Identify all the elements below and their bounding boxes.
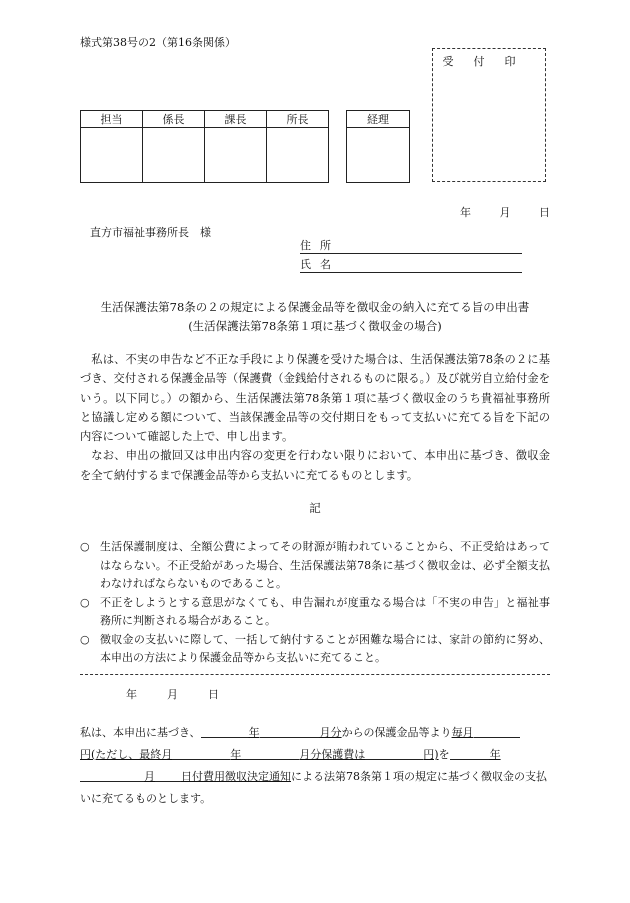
declaration-date[interactable]: [126, 686, 219, 702]
start-month-blank[interactable]: [260, 723, 320, 738]
form-number: 様式第38号の2（第16条関係）: [80, 36, 236, 49]
monthly-amount-blank[interactable]: [474, 723, 520, 738]
addressee: 直方市福祉事務所長 様: [90, 226, 211, 239]
decl-text: 年: [230, 748, 242, 761]
address-label: 住所: [300, 239, 340, 252]
body-paragraph-1: 私は、不実の申告など不正な手段により保護を受けた場合は、生活保護法第78条の２に基づき、交付される保護金品等（保護費（金銭給付されるものに限る。）及び就労自立給付金をいう。以下同じ。）の額から、生活保護法第78条第１項に基づく徴収金のうち貴福祉事務所と協議し定める額について、当該保護金品等の交付期日をもって支払いに充てる旨を下記の内容について確認した上で、申し出ます。: [80, 353, 550, 444]
stamp-cell-kakaricho[interactable]: [143, 128, 205, 183]
stamp-header-kacho: 課長: [205, 111, 267, 128]
date-month-label: 月: [167, 688, 178, 701]
decl-text: 日付費用徴収決定通知: [181, 770, 291, 783]
decl-text: を: [438, 748, 450, 761]
date-month-label: 月: [499, 206, 511, 219]
list-item: [80, 631, 550, 668]
date-year-label: 年: [126, 688, 137, 701]
decl-text: 円(ただし、最終月: [80, 748, 173, 761]
circle-bullet-icon: ○: [80, 540, 90, 553]
confirmation-items: [80, 538, 550, 668]
stamp-header-shocho: 所長: [267, 111, 329, 128]
submission-date[interactable]: [460, 204, 550, 220]
address-field[interactable]: [300, 237, 522, 254]
decl-text: 私は、本申出に基づき、: [80, 726, 201, 739]
start-year-blank[interactable]: [201, 723, 249, 738]
decl-text: 年: [489, 748, 501, 761]
stamp-header-keiri: 経理: [347, 111, 410, 128]
decl-text: 毎月: [451, 726, 474, 739]
body-paragraph-2: なお、申出の撤回又は申出内容の変更を行わない限りにおいて、本申出に基づき、徴収金を全て納付するまで保護金品等から支払いに充てるものとします。: [80, 449, 550, 482]
stamp-header-kakaricho: 係長: [143, 111, 205, 128]
list-item: [80, 594, 550, 631]
item-text: 徴収金の支払いに際して、一括して納付することが困難な場合には、家計の節約に努め、本申出の方法により保護金品等から支払いに充てること。: [100, 632, 550, 664]
approval-stamp-table: [80, 110, 329, 183]
date-year-label: 年: [460, 206, 471, 219]
final-month-blank[interactable]: [241, 745, 299, 760]
stamp-header-tanto: 担当: [81, 111, 143, 128]
list-item: [80, 538, 550, 594]
stamp-cell-shocho[interactable]: [267, 128, 329, 183]
stamp-cell-kacho[interactable]: [205, 128, 267, 183]
accounting-stamp-table: [346, 110, 410, 183]
final-amount-blank[interactable]: [365, 745, 423, 760]
circle-bullet-icon: ○: [80, 595, 90, 609]
decl-text: 月: [144, 770, 155, 783]
notice-month-blank[interactable]: [80, 767, 144, 782]
stamp-cell-keiri[interactable]: [347, 128, 410, 183]
decl-text: 月分保護費は: [299, 748, 366, 761]
decl-text: からの保護金品等より: [341, 726, 452, 739]
decl-text: 月分: [319, 726, 342, 739]
name-field[interactable]: [300, 256, 522, 273]
final-year-blank[interactable]: [172, 745, 230, 760]
date-day-label: 日: [539, 206, 550, 219]
name-label: 氏名: [300, 258, 340, 271]
circle-bullet-icon: ○: [80, 632, 90, 646]
title-line-2: (生活保護法第78条第１項に基づく徴収金の場合): [188, 319, 442, 333]
notice-day-blank[interactable]: [155, 767, 181, 782]
decl-text: 年: [248, 726, 260, 739]
title-line-1: 生活保護法第78条の２の規定による保護金品等を徴収金の納入に充てる旨の申出書: [100, 300, 530, 314]
document-title: [0, 298, 630, 336]
declaration-text: [80, 722, 550, 810]
decl-text: による法第78条第１項の規定に基づく徴収金の支払いに充てるものとします。: [80, 770, 547, 805]
ki-heading: 記: [309, 501, 321, 515]
item-text: 不正をしようとする意思がなくても、申告漏れが度重なる場合は「不実の申告」と福祉事務所に判断される場合があること。: [100, 595, 550, 627]
body-text: [80, 350, 550, 485]
notice-year-blank[interactable]: [450, 745, 490, 760]
stamp-cell-tanto[interactable]: [81, 128, 143, 183]
dashed-divider: [80, 674, 550, 675]
date-day-label: 日: [208, 688, 219, 701]
decl-text: 円): [423, 748, 439, 761]
receipt-stamp-box: [432, 48, 546, 182]
item-text: 生活保護制度は、全額公費によってその財源が賄われていることから、不正受給はあってはならない。不正受給があった場合、生活保護法第78条に基づく徴収金は、必ず全額支払わなければならないものであること。: [100, 540, 550, 590]
receipt-stamp-label: 受付印: [442, 55, 536, 68]
